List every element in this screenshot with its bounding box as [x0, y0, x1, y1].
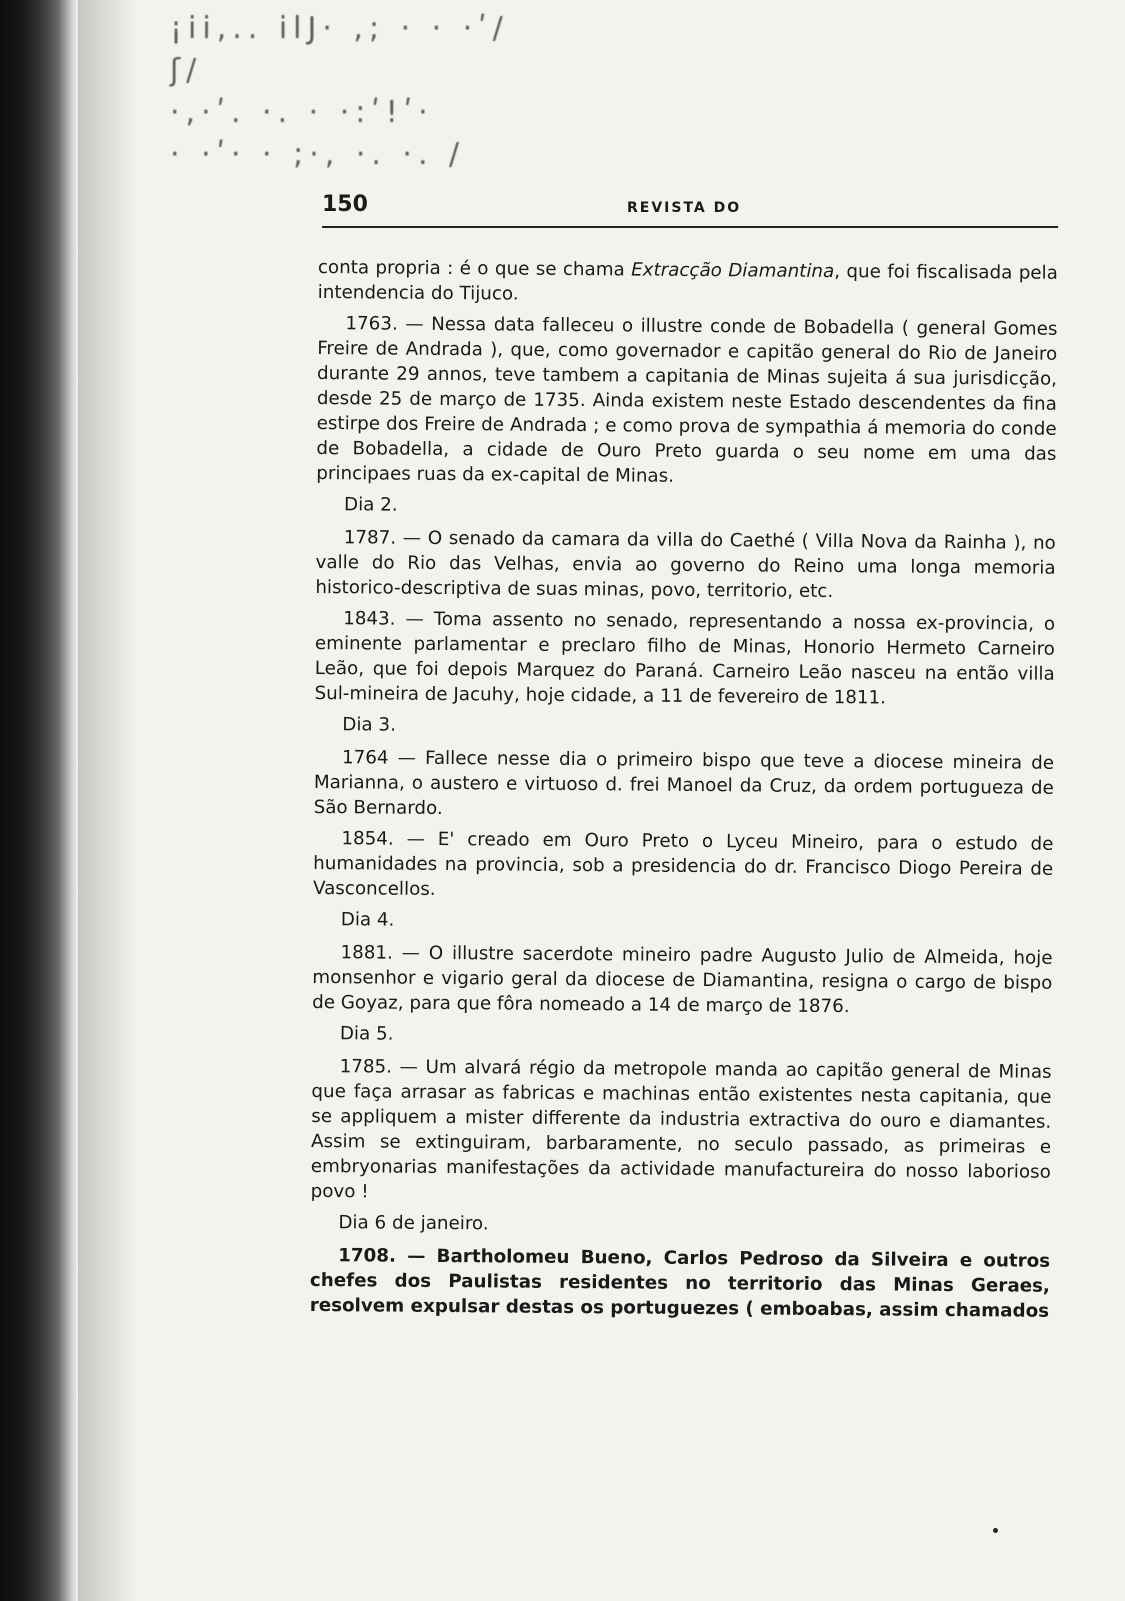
day-heading-5: Dia 5. [339, 1023, 394, 1045]
bleed-through-marks: ¡ii,.. ilJ· ,; · · ·ʹ/ʃ/ ·,·ʹ. ·. · ·:ʹ!ʹ· · ·ʹ· · ;·, ·. ·. / [170, 11, 509, 172]
page-header [322, 192, 1058, 228]
entry-1843: 1843. — Toma assento no senado, representando a nossa ex-provincia, o eminente parlamentar e preclaro filho de Minas, Honorio Hermeto Carneiro Leão, que foi depois Marquez do Paraná. Carneiro Leão nasceu na então villa Sul-mineira de Jacuhy, hoje cidade, a 11 de fevereiro de 1811. [314, 608, 1056, 709]
running-head: REVISTA DO [627, 200, 742, 216]
entry-1787: 1787. — O senado da camara da villa do Caethé ( Villa Nova da Rainha ), no valle do Rio das Velhas, envia ao governo do Reino uma longa memoria historico-descriptiva de suas minas, povo, territorio, etc. [315, 527, 1056, 603]
page-number: 150 [322, 192, 368, 217]
day-heading-4: Dia 4. [340, 909, 395, 931]
paragraph-continuation [318, 255, 1058, 311]
entry-1881: 1881. — O illustre sacerdote mineiro padre Augusto Julio de Almeida, hoje monsenhor e vigario geral da diocese de Diamantina, resigna o cargo de bispo de Goyaz, para que fôra nomeado a 14 de março de 1876. [312, 942, 1053, 1018]
book-spine-shadow [0, 0, 78, 1601]
entry-1854: 1854. — E' creado em Ouro Preto o Lyceu Mineiro, para o estudo de humanidades na provincia, sob a presidencia do dr. Francisco Diogo Pereira de Vasconcellos. [312, 828, 1054, 900]
page-body [310, 255, 1058, 1330]
ink-speck [993, 1528, 998, 1533]
entry-1708: 1708. — Bartholomeu Bueno, Carlos Pedroso da Silveira e outros chefes dos Paulistas residentes no territorio das Minas Geraes, resolvem expulsar destas os portuguezes ( emboabas, assim chamados [309, 1245, 1051, 1322]
day-heading-2: Dia 2. [343, 494, 398, 516]
entry-1785: 1785. — Um alvará régio da metropole manda ao capitão general de Minas que faça arrasar as fabricas e machinas então existentes nesta capitania, que se appliquem a mister differente da industria extractiva do ouro e diamantes. Assim se extinguiram, barbaramente, no seculo passado, as primeiras e embryonarias manifestações da actividade manufactureira do nosso laborioso povo ! [310, 1056, 1052, 1203]
day-heading-6: Dia 6 de janeiro. [338, 1212, 489, 1235]
gutter-shadow [78, 0, 138, 1601]
text-run: , que foi fiscalisada pela intendencia do Tijuco. [317, 261, 1058, 305]
entry-1764: 1764 — Fallece nesse dia o primeiro bispo que teve a diocese mineira de Marianna, o austero e virtuoso d. frei Manoel da Cruz, da ordem portugueza de São Bernardo. [313, 747, 1055, 819]
entry-1763: 1763. — Nessa data falleceu o illustre conde de Bobadella ( general Gomes Freire de Andrada ), que, como governador e capitão general do Rio de Janeiro durante 29 annos, teve tambem a capitania de Minas sujeita á sua jurisdicção, desde 25 de março de 1735. Ainda existem neste Estado descendentes da fina estirpe dos Freire de Andrada ; e como prova de sympathia á memoria do conde de Bobadella, a cidade de Ouro Preto guarda o seu nome em uma das principaes ruas da ex-capital de Minas. [316, 313, 1058, 487]
day-heading-3: Dia 3. [342, 714, 397, 736]
italic-term: Extracção Diamantina [631, 259, 835, 283]
text-run: conta propria : é o que se chama [317, 256, 632, 281]
